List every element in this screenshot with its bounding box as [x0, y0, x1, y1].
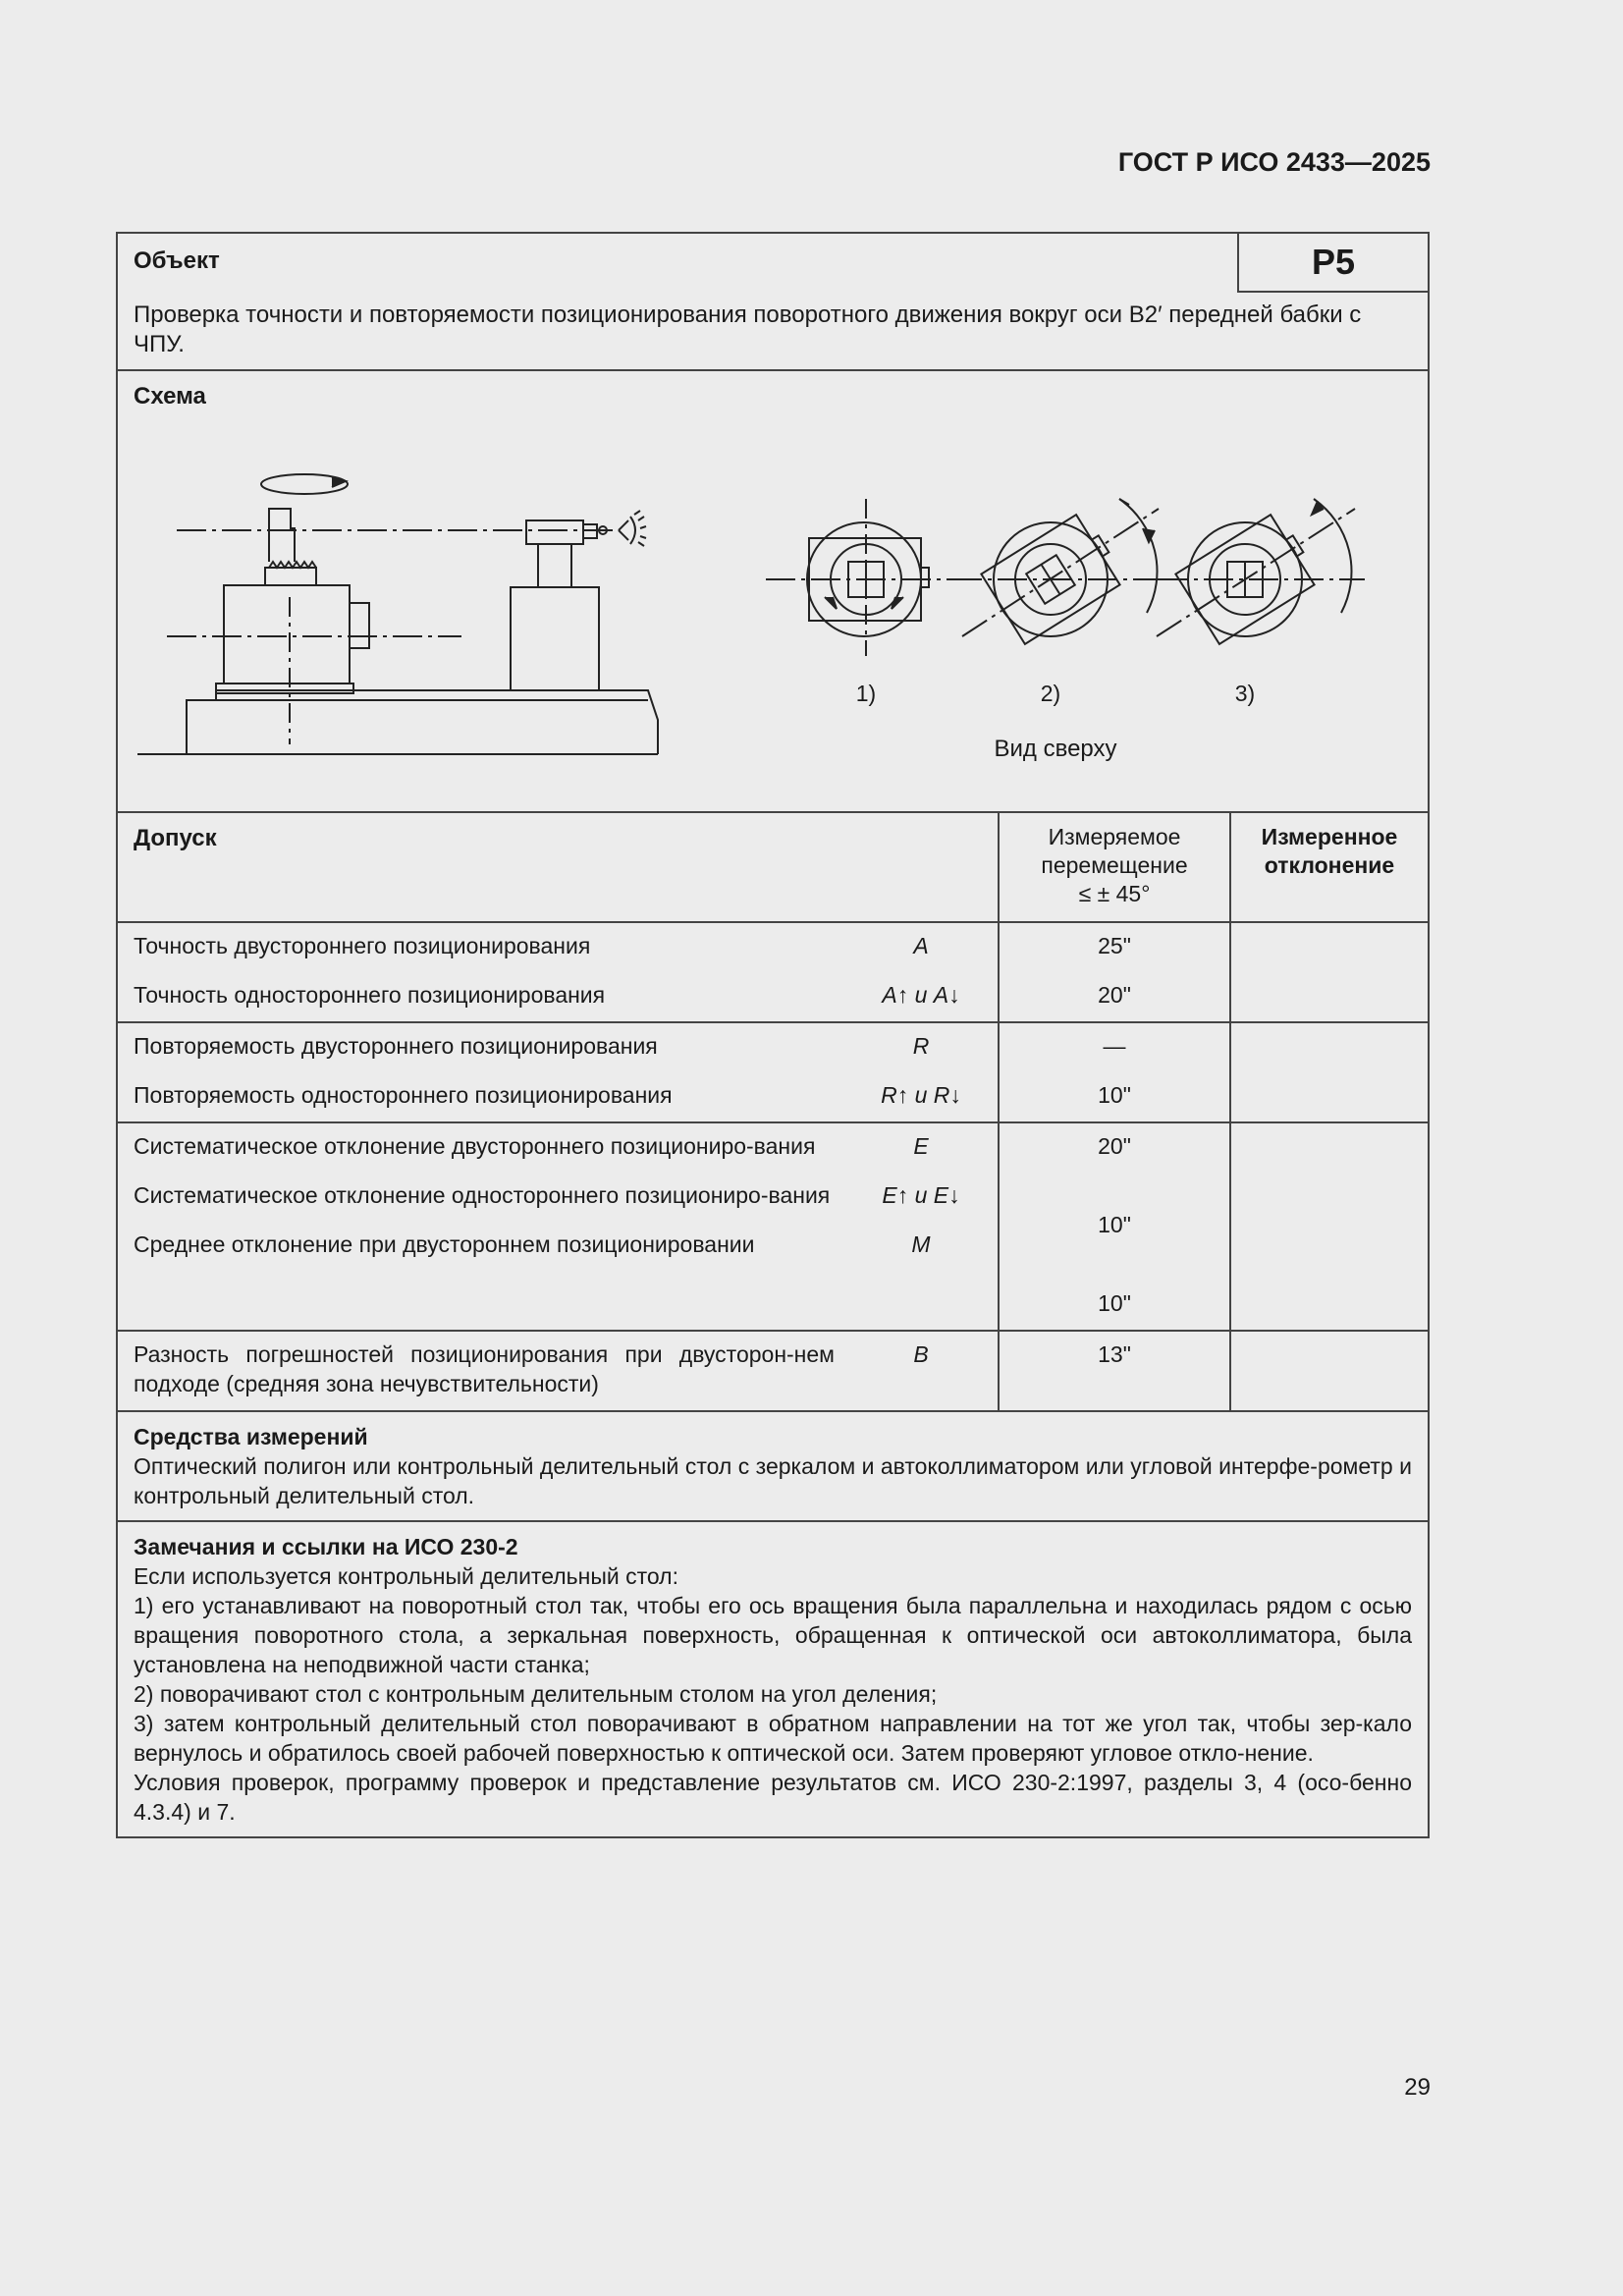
table-row [118, 1339, 998, 1398]
measuring-title: Средства измерений [134, 1424, 368, 1449]
measured-travel-header [998, 813, 1229, 921]
view-label-2: 2) [1040, 681, 1061, 706]
row-name: Разность погрешностей позиционирования при двусторон-нем подходе (средняя зона нечувствительности) [134, 1341, 835, 1396]
row-symbol: A [913, 933, 929, 958]
top-view-1 [766, 499, 962, 656]
row-value: 20" [1098, 1133, 1131, 1159]
machine-side-view [137, 474, 658, 754]
remarks-line: 3) затем контрольный делительный стол поворачивают в обратном направлении на тот же угол так, чтобы зер-кало вернулось и обратилось своей рабочей поверхностью к оптической оси. Затем проверяют угловое откло-нение. [134, 1711, 1412, 1766]
view-label-1: 1) [855, 681, 877, 706]
row-symbol: E↑ и E↓ [882, 1182, 960, 1208]
row-value: 10" [1098, 1212, 1131, 1237]
test-sheet [116, 232, 1430, 1838]
row-value: — [1103, 1033, 1126, 1059]
top-view-3 [1157, 499, 1365, 644]
row-symbol: E [913, 1133, 929, 1159]
measured-travel-line: перемещение [1041, 852, 1188, 878]
row-symbol: M [911, 1231, 931, 1257]
remarks-line: Условия проверок, программу проверок и представление результатов см. ИСО 230-2:1997, разделы 3, 4 (осо-бенно 4.3.4) и 7. [134, 1770, 1412, 1825]
measuring-text: Оптический полигон или контрольный делительный стол с зеркалом и автоколлиматором или угловой интерфе-рометр и контрольный делительный стол. [134, 1453, 1412, 1508]
tolerance-group [118, 921, 1428, 1021]
row-name: Повторяемость двустороннего позиционирования [134, 1033, 658, 1059]
measured-deviation-cell [1229, 1332, 1428, 1410]
top-view-caption: Вид сверху [994, 736, 1117, 762]
object-label: Объект [134, 247, 220, 274]
measured-deviation-line: отклонение [1264, 852, 1395, 878]
measured-deviation-header [1229, 813, 1428, 921]
schema-label: Схема [134, 383, 206, 410]
row-name: Систематическое отклонение одностороннего позициониро-вания [134, 1182, 831, 1208]
row-value: 25" [1098, 933, 1131, 958]
tolerance-header: Допуск [134, 825, 217, 851]
standard-header: ГОСТ Р ИСО 2433—2025 [1117, 147, 1431, 177]
view-label-3: 3) [1234, 681, 1256, 706]
tolerance-group [118, 1021, 1428, 1121]
row-value: 10" [1098, 1290, 1131, 1316]
row-name: Точность двустороннего позиционирования [134, 933, 591, 958]
measured-travel-line: Измеряемое [1048, 824, 1181, 849]
remarks-line: Если используется контрольный делительный стол: [134, 1563, 678, 1589]
row-value: 20" [1098, 982, 1131, 1008]
measuring-section [118, 1412, 1428, 1522]
row-symbol: R [912, 1033, 930, 1059]
row-name: Среднее отклонение при двустороннем позиционировании [134, 1231, 755, 1257]
schema-drawing [118, 371, 1428, 813]
page-number: 29 [1404, 2074, 1431, 2101]
remarks-section [118, 1522, 1428, 1836]
remarks-line: 2) поворачивают стол с контрольным делительным столом на угол деления; [134, 1681, 938, 1707]
row-symbol: A↑ и A↓ [882, 982, 960, 1008]
tolerance-group [118, 1121, 1428, 1330]
row-symbol: B [913, 1341, 929, 1367]
row-value: 13" [1098, 1341, 1131, 1367]
table-row [118, 1131, 998, 1161]
object-description: Проверка точности и повторяемости позиционирования поворотного движения вокруг оси B2′ передней бабки с ЧПУ. [134, 301, 1362, 357]
row-name: Точность одностороннего позиционирования [134, 982, 606, 1008]
measured-travel-line: ≤ ± 45° [1078, 881, 1151, 906]
top-view-2 [952, 499, 1159, 644]
row-value: 10" [1098, 1082, 1131, 1108]
schema-section [118, 371, 1428, 813]
remarks-line: 1) его устанавливают на поворотный стол так, чтобы его ось вращения была параллельна и находилась рядом с осью вращения поворотного стола, а зеркальная поверхность, обращенная к оптической оси автоколлиматора, была установлена на неподвижной части станка; [134, 1593, 1412, 1677]
row-name: Систематическое отклонение двустороннего позициониро-вания [134, 1133, 816, 1159]
tolerance-section [118, 813, 1428, 1412]
table-row [118, 980, 998, 1010]
table-row [118, 1080, 998, 1110]
measured-deviation-line: Измеренное [1261, 824, 1398, 849]
measured-deviation-cell [1229, 1023, 1428, 1121]
remarks-title: Замечания и ссылки на ИСО 230-2 [134, 1534, 518, 1559]
tolerance-group [118, 1330, 1428, 1410]
measured-deviation-cell [1229, 923, 1428, 1021]
table-row [118, 1180, 998, 1210]
table-row [118, 1031, 998, 1061]
table-row [118, 1230, 998, 1259]
object-section [118, 234, 1428, 371]
row-symbol: R↑ и R↓ [881, 1082, 961, 1108]
row-name: Повторяемость одностороннего позиционирования [134, 1082, 673, 1108]
table-row [118, 931, 998, 960]
measured-deviation-cell [1229, 1123, 1428, 1330]
object-code: P5 [1237, 232, 1430, 293]
